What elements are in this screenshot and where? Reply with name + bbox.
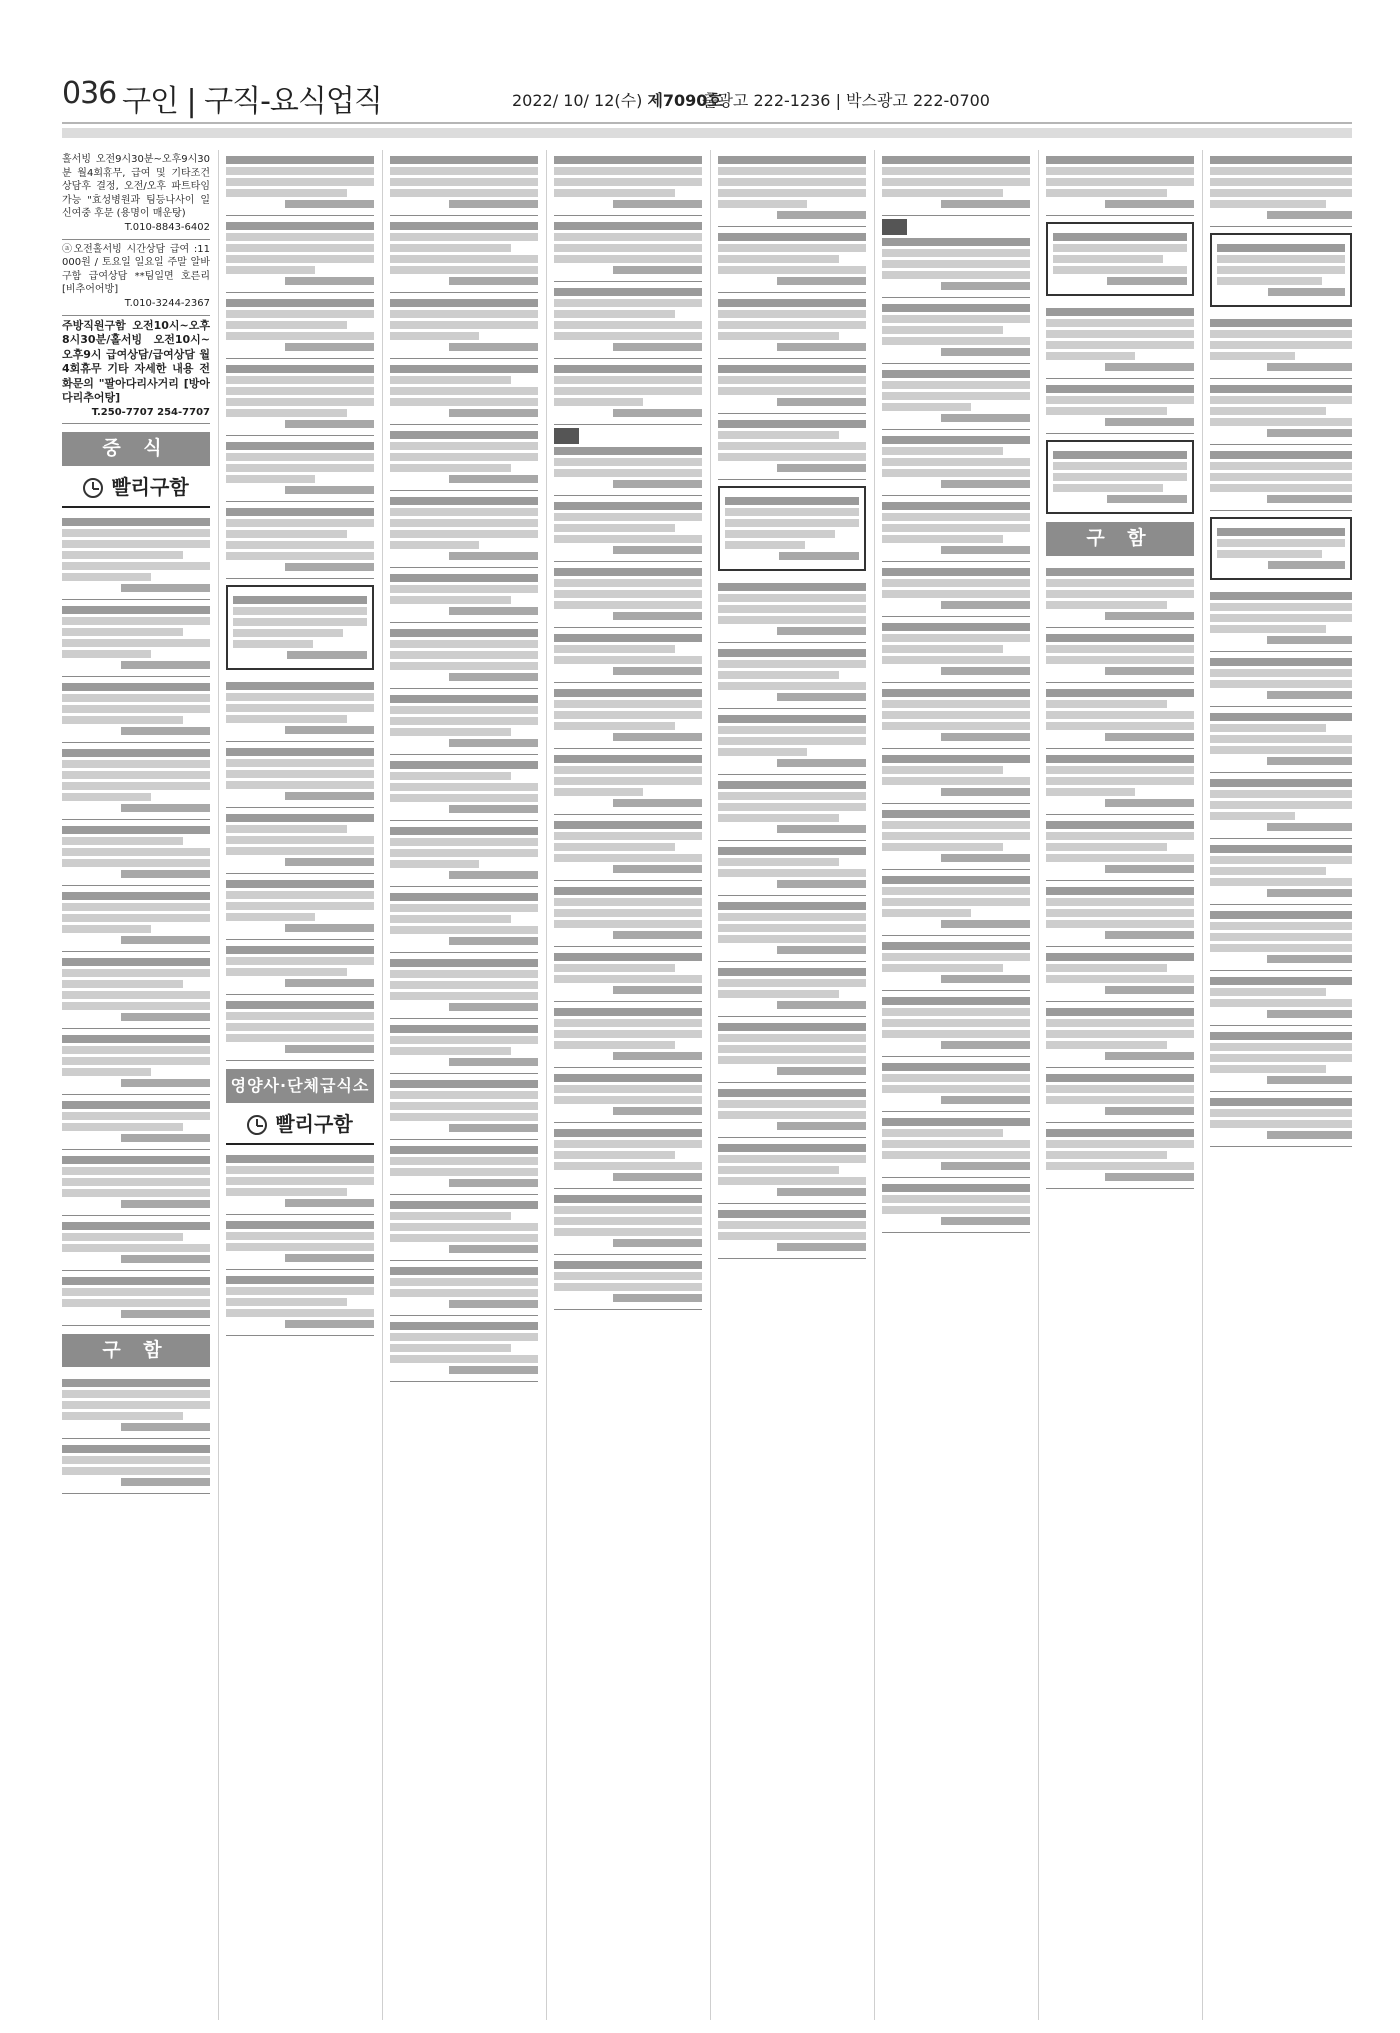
column-rule	[1202, 150, 1203, 2020]
section-banner-nutrition-catering: 영양사·단체급식소	[226, 1069, 374, 1103]
section-banner-jungsik: 중 식	[62, 432, 210, 466]
classified-ad	[62, 1373, 210, 1439]
column-rule	[218, 150, 219, 2020]
page-header	[62, 76, 1352, 124]
ad-phone: T.250-7707 254-7707	[91, 406, 210, 418]
classified-column-3	[390, 150, 538, 2020]
homepage-tag	[882, 219, 907, 235]
column-rule	[546, 150, 547, 2020]
column-rule	[710, 150, 711, 2020]
fast-hire-banner-2	[226, 1109, 374, 1145]
column-rule	[874, 150, 875, 2020]
issue-date: 2022/ 10/ 12(수)	[512, 91, 643, 110]
classified-ad	[62, 600, 210, 677]
section-title: 구인 | 구직-요식업직	[122, 84, 382, 119]
boxed-ad	[1210, 233, 1352, 307]
ad-body: ⓐ오전홀서빙 시간상담 급여 :11000원 / 토요일 일요일 주말 알바구함 급여상담 **팀일면 호른리 [비추어어방]	[62, 243, 210, 296]
classified-ad	[62, 677, 210, 743]
classified-column-4	[554, 150, 702, 2020]
fast-hire-label: 빨리구함	[111, 474, 189, 499]
header-band	[62, 128, 1352, 138]
classified-column-6	[882, 150, 1030, 2020]
fast-hire-banner	[62, 472, 210, 508]
classified-column-8	[1210, 150, 1352, 2020]
classified-column-5	[718, 150, 866, 2020]
section-banner-job-seeking-2: 구 함	[1046, 522, 1194, 556]
classified-column-2	[226, 150, 374, 2020]
section-banner-job-seeking: 구 함	[62, 1334, 210, 1368]
page-number: 036	[62, 76, 117, 111]
classified-ad	[62, 150, 210, 240]
classified-column-1	[62, 150, 210, 2020]
ad-phone: T.010-3244-2367	[124, 297, 210, 309]
clock-icon	[83, 478, 103, 498]
ad-body: 주방직원구함 오전10시~오후8시30분/홀서빙 오전10시~오후9시 급여상담/급여상담 월4회휴무 기타 자세한 내용 전화문의 "팔아다리사거리 [방아다리추어탕]	[62, 318, 210, 405]
classified-ad	[62, 1029, 210, 1095]
classified-ad	[62, 1439, 210, 1494]
classified-ad	[62, 512, 210, 600]
ad-phone: T.010-8843-6402	[124, 221, 210, 233]
boxed-ad	[718, 486, 866, 571]
issue-number: 제7090호	[647, 91, 723, 110]
classified-column-7	[1046, 150, 1194, 2020]
column-rule	[382, 150, 383, 2020]
boxed-ad	[1046, 222, 1194, 296]
classified-ad-bold	[62, 316, 210, 425]
boxed-ad	[1210, 517, 1352, 580]
classified-ad	[62, 1095, 210, 1150]
boxed-ad	[1046, 440, 1194, 514]
ad-body: 홀서빙 오전9시30분~오후9시30분 월4회휴무, 급여 및 기타조건 상담후 결정, 오전/오후 파트타임가능 "효성병원과 팀등나사이 일신여중 후문 (용명이 매운탕)	[62, 154, 210, 220]
classified-ad	[62, 240, 210, 316]
dateline	[512, 88, 723, 111]
classified-ad	[62, 1271, 210, 1326]
classified-ad	[62, 1150, 210, 1216]
header-rule	[62, 122, 1352, 124]
column-rule	[1038, 150, 1039, 2020]
header-phones: 출광고 222-1236 | 박스광고 222-0700	[702, 91, 990, 110]
classified-ad	[62, 820, 210, 886]
classified-ad	[62, 952, 210, 1029]
fast-hire-label: 빨리구함	[275, 1111, 353, 1136]
clock-icon	[247, 1115, 267, 1135]
classified-ad	[62, 743, 210, 820]
homepage-tag	[554, 428, 579, 444]
classified-ad	[62, 886, 210, 952]
boxed-ad	[226, 585, 374, 670]
classified-ad	[62, 1216, 210, 1271]
